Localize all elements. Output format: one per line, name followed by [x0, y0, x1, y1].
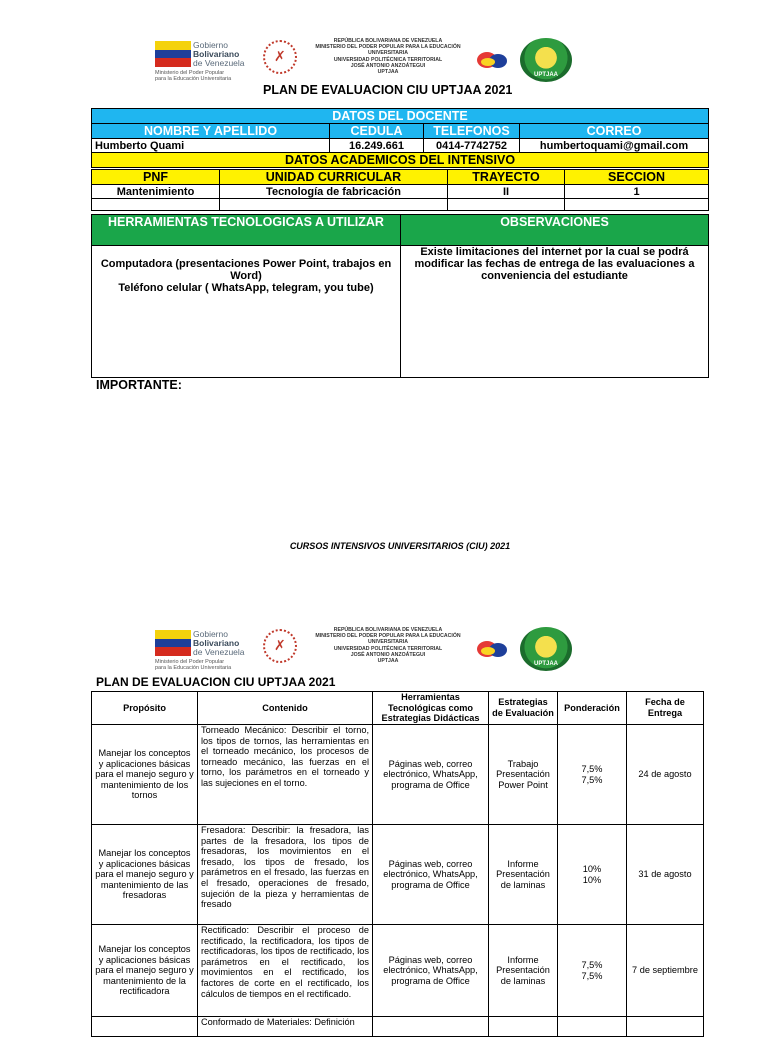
col-seccion: SECCION — [565, 170, 709, 185]
ciu-caption: CURSOS INTENSIVOS UNIVERSITARIOS (CIU) 2021 — [289, 541, 511, 551]
col-contenido: Contenido — [198, 692, 373, 725]
col-nombre: NOMBRE Y APELLIDO — [92, 124, 330, 139]
docente-nombre: Humberto Quami — [92, 139, 330, 153]
importante-label: IMPORTANTE: — [96, 378, 182, 392]
datos-table — [91, 108, 709, 168]
datos-docente-header: DATOS DEL DOCENTE — [92, 109, 709, 124]
col-correo: CORREO — [520, 124, 709, 139]
table-row: Conformado de Materiales: Definición — [92, 1017, 704, 1037]
col-herramientas: Herramientas Tecnológicas como Estrategias Didácticas — [373, 692, 489, 725]
acad-seccion: 1 — [565, 185, 709, 199]
table-row: Manejar los conceptos y aplicaciones básicas para el manejo seguro y mantenimiento de la rectificadora Rectificado: Describir el proceso de rectificado, la rectificadora, los tipos de rectificadoras, los tipos de rectificado, los parámetros en el rectificado, los movimientos en el rectificado, los factores de corte en el rectificado, los cálculos de tiempos en el rectificado. Páginas web, correo electrónico, WhatsApp, programa de Office Informe Presentación de laminas 7,5% 7,5% 7 de septiembre — [92, 925, 704, 1017]
table-row: Manejar los conceptos y aplicaciones básicas para el manejo seguro y mantenimiento de las fresadoras Fresadora: Describir: la fresadora, las partes de la fresadora, los tipos de fresadoras, los movimientos en el fresado, los tipos de fresado, los parámetros en el fresado, las fuerzas en el fresado, operaciones de fresado, sujeción de la pieza y herramientas de fresado Páginas web, correo electrónico, WhatsApp, programa de Office Informe Presentación de laminas 10% 10% 31 de agosto — [92, 825, 704, 925]
herramientas-cell: Computadora (presentaciones Power Point, trabajos en Word) Teléfono celular ( WhatsApp, telegram, you tube) — [92, 246, 401, 378]
ministry-text: REPÚBLICA BOLIVARIANA DE VENEZUELA MINISTERIO DEL PODER POPULAR PARA LA EDUCACIÓN UNIVERSITARIA UNIVERSIDAD POLITÉCNICA TERRITORIAL JOSÉ ANTONIO ANZOÁTEGUI UPTJAA — [315, 38, 461, 76]
seal-logo-icon — [263, 629, 297, 663]
acad-unidad: Tecnología de fabricación — [220, 185, 448, 199]
col-trayecto: TRAYECTO — [448, 170, 565, 185]
uptjaa-logo: UPTJAA — [520, 38, 572, 82]
col-unidad: UNIDAD CURRICULAR — [220, 170, 448, 185]
observaciones-cell: Existe limitaciones del internet por la cual se podrá modificar las fechas de entrega de las evaluaciones a conveniencia del estudiante — [401, 246, 709, 378]
table-row: Manejar los conceptos y aplicaciones básicas para el manejo seguro y mantenimiento de los tornos Torneado Mecánico: Describir el torno, los tipos de tornos, las herramientas en el torneado mecánico, los procesos de torneado mecánico, las fuerzas en el torno, los parámetros en el torneado y las sujeciones en el torno. Páginas web, correo electrónico, WhatsApp, programa de Office Trabajo Presentación Power Point 7,5% 7,5% 24 de agosto — [92, 725, 704, 825]
flag-icon — [155, 630, 191, 656]
page-header-2 — [155, 627, 575, 673]
academicos-table — [91, 169, 709, 211]
page-title: PLAN DE EVALUACION CIU UPTJAA 2021 — [263, 83, 513, 97]
gobierno-logo: Gobierno Bolivariano de Venezuela Ministerio del Poder Popular para la Educación Universitaria — [155, 40, 245, 82]
datos-academicos-header: DATOS ACADEMICOS DEL INTENSIVO — [92, 153, 709, 168]
uptjaa-logo: UPTJAA — [520, 627, 572, 671]
herramientas-header: HERRAMIENTAS TECNOLOGICAS A UTILIZAR — [92, 215, 401, 246]
page-header — [155, 38, 575, 84]
seal-logo-icon — [263, 40, 297, 74]
col-estrategias: Estrategias de Evaluación — [489, 692, 558, 725]
col-cedula: CEDULA — [330, 124, 424, 139]
docente-cedula: 16.249.661 — [330, 139, 424, 153]
herramientas-table — [91, 214, 709, 378]
institution-logo-icon — [475, 50, 511, 74]
page2-title: PLAN DE EVALUACION CIU UPTJAA 2021 — [96, 675, 336, 689]
docente-correo: humbertoquami@gmail.com — [520, 139, 709, 153]
col-telefonos: TELEFONOS — [424, 124, 520, 139]
evaluation-table — [91, 691, 704, 1037]
institution-logo-icon — [475, 639, 511, 663]
flag-icon — [155, 41, 191, 67]
acad-pnf: Mantenimiento — [92, 185, 220, 199]
col-ponderacion: Ponderación — [558, 692, 627, 725]
gobierno-logo: Gobierno Bolivariano de Venezuela Ministerio del Poder Popular para la Educación Universitaria — [155, 629, 245, 671]
ministry-text: REPÚBLICA BOLIVARIANA DE VENEZUELA MINISTERIO DEL PODER POPULAR PARA LA EDUCACIÓN UNIVERSITARIA UNIVERSIDAD POLITÉCNICA TERRITORIAL JOSÉ ANTONIO ANZOÁTEGUI UPTJAA — [315, 627, 461, 665]
docente-telefono: 0414-7742752 — [424, 139, 520, 153]
col-pnf: PNF — [92, 170, 220, 185]
col-fecha: Fecha de Entrega — [627, 692, 704, 725]
acad-trayecto: II — [448, 185, 565, 199]
observaciones-header: OBSERVACIONES — [401, 215, 709, 246]
col-proposito: Propósito — [92, 692, 198, 725]
